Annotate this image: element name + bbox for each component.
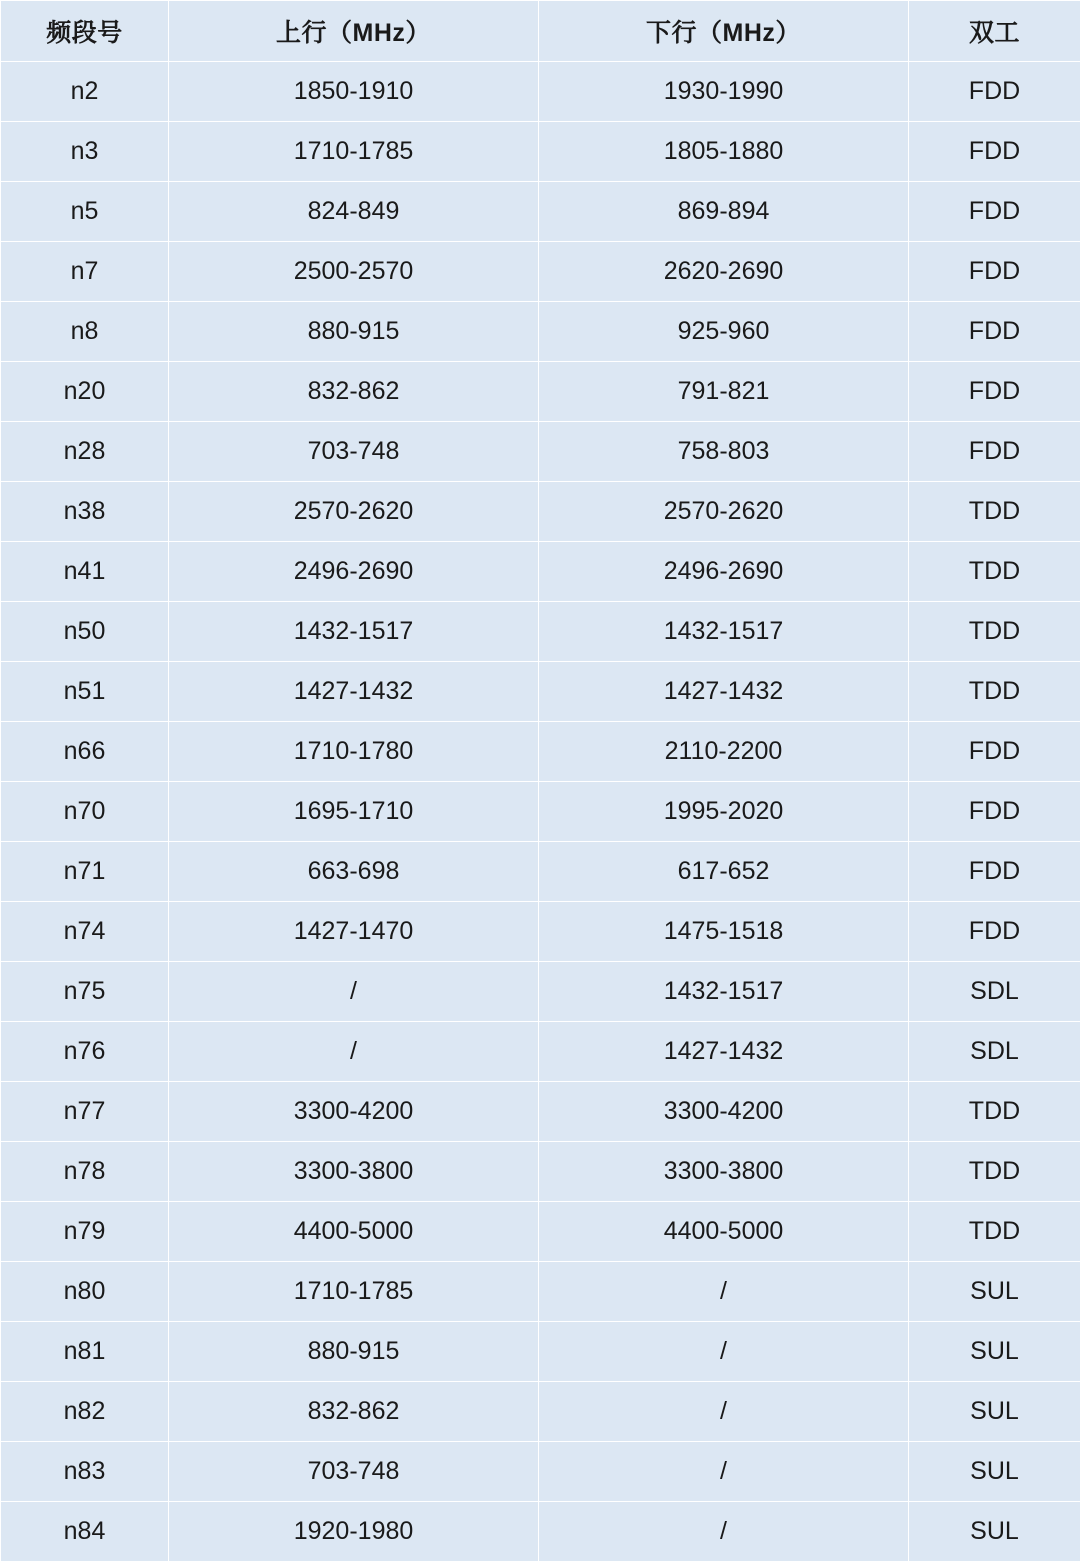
- duplex-cell: SDL: [909, 1022, 1080, 1082]
- duplex-cell: FDD: [909, 422, 1080, 482]
- uplink-cell: 2500-2570: [169, 242, 539, 302]
- table-row: [1, 1142, 1080, 1202]
- uplink-cell: 832-862: [169, 1382, 539, 1442]
- duplex-cell: SDL: [909, 962, 1080, 1022]
- duplex-cell: FDD: [909, 782, 1080, 842]
- downlink-cell: /: [539, 1502, 909, 1562]
- duplex-cell: TDD: [909, 1142, 1080, 1202]
- table-row: [1, 422, 1080, 482]
- band-cell: n74: [1, 902, 169, 962]
- band-cell: n77: [1, 1082, 169, 1142]
- duplex-cell: TDD: [909, 1082, 1080, 1142]
- downlink-cell: 2496-2690: [539, 542, 909, 602]
- downlink-cell: 925-960: [539, 302, 909, 362]
- downlink-cell: 1427-1432: [539, 662, 909, 722]
- band-cell: n20: [1, 362, 169, 422]
- table-row: [1, 962, 1080, 1022]
- uplink-cell: 1710-1780: [169, 722, 539, 782]
- band-cell: n41: [1, 542, 169, 602]
- duplex-cell: SUL: [909, 1502, 1080, 1562]
- duplex-cell: FDD: [909, 182, 1080, 242]
- downlink-cell: 3300-3800: [539, 1142, 909, 1202]
- table-body: [1, 62, 1080, 1562]
- downlink-cell: 1805-1880: [539, 122, 909, 182]
- band-cell: n38: [1, 482, 169, 542]
- downlink-cell: 791-821: [539, 362, 909, 422]
- downlink-cell: 1427-1432: [539, 1022, 909, 1082]
- uplink-cell: 1710-1785: [169, 1262, 539, 1322]
- table-row: [1, 362, 1080, 422]
- band-cell: n2: [1, 62, 169, 122]
- duplex-cell: SUL: [909, 1262, 1080, 1322]
- band-cell: n8: [1, 302, 169, 362]
- uplink-cell: 824-849: [169, 182, 539, 242]
- downlink-cell: 758-803: [539, 422, 909, 482]
- downlink-cell: 1432-1517: [539, 962, 909, 1022]
- band-cell: n70: [1, 782, 169, 842]
- duplex-cell: FDD: [909, 242, 1080, 302]
- downlink-cell: 2570-2620: [539, 482, 909, 542]
- uplink-cell: 4400-5000: [169, 1202, 539, 1262]
- uplink-cell: 880-915: [169, 1322, 539, 1382]
- table-row: [1, 122, 1080, 182]
- uplink-cell: 663-698: [169, 842, 539, 902]
- table-row: [1, 1262, 1080, 1322]
- uplink-cell: 1850-1910: [169, 62, 539, 122]
- table-row: [1, 842, 1080, 902]
- band-cell: n5: [1, 182, 169, 242]
- downlink-cell: 1995-2020: [539, 782, 909, 842]
- duplex-cell: FDD: [909, 842, 1080, 902]
- band-cell: n7: [1, 242, 169, 302]
- duplex-cell: SUL: [909, 1382, 1080, 1442]
- downlink-cell: 2620-2690: [539, 242, 909, 302]
- uplink-cell: 1427-1470: [169, 902, 539, 962]
- duplex-cell: FDD: [909, 62, 1080, 122]
- duplex-cell: FDD: [909, 122, 1080, 182]
- uplink-cell: 3300-4200: [169, 1082, 539, 1142]
- band-cell: n28: [1, 422, 169, 482]
- downlink-cell: 1432-1517: [539, 602, 909, 662]
- column-header-duplex: 双工: [909, 1, 1080, 62]
- uplink-cell: 3300-3800: [169, 1142, 539, 1202]
- uplink-cell: 2570-2620: [169, 482, 539, 542]
- uplink-cell: 1427-1432: [169, 662, 539, 722]
- table-row: [1, 242, 1080, 302]
- downlink-cell: 1930-1990: [539, 62, 909, 122]
- band-cell: n3: [1, 122, 169, 182]
- table-row: [1, 1022, 1080, 1082]
- uplink-cell: 1710-1785: [169, 122, 539, 182]
- band-cell: n76: [1, 1022, 169, 1082]
- column-header-band: 频段号: [1, 1, 169, 62]
- column-header-uplink: 上行（MHz）: [169, 1, 539, 62]
- table-row: [1, 602, 1080, 662]
- downlink-cell: /: [539, 1442, 909, 1502]
- band-cell: n78: [1, 1142, 169, 1202]
- uplink-cell: 2496-2690: [169, 542, 539, 602]
- band-cell: n71: [1, 842, 169, 902]
- downlink-cell: /: [539, 1382, 909, 1442]
- duplex-cell: FDD: [909, 722, 1080, 782]
- table-row: [1, 722, 1080, 782]
- table-row: [1, 482, 1080, 542]
- duplex-cell: TDD: [909, 482, 1080, 542]
- table-row: [1, 1202, 1080, 1262]
- band-cell: n79: [1, 1202, 169, 1262]
- uplink-cell: 1432-1517: [169, 602, 539, 662]
- uplink-cell: /: [169, 962, 539, 1022]
- duplex-cell: TDD: [909, 542, 1080, 602]
- duplex-cell: TDD: [909, 602, 1080, 662]
- downlink-cell: 2110-2200: [539, 722, 909, 782]
- duplex-cell: SUL: [909, 1322, 1080, 1382]
- table-row: [1, 1382, 1080, 1442]
- table-row: [1, 62, 1080, 122]
- downlink-cell: /: [539, 1262, 909, 1322]
- downlink-cell: 617-652: [539, 842, 909, 902]
- table-row: [1, 1322, 1080, 1382]
- duplex-cell: FDD: [909, 302, 1080, 362]
- duplex-cell: SUL: [909, 1442, 1080, 1502]
- table-header: [1, 1, 1080, 62]
- band-cell: n51: [1, 662, 169, 722]
- downlink-cell: 3300-4200: [539, 1082, 909, 1142]
- uplink-cell: 1695-1710: [169, 782, 539, 842]
- downlink-cell: /: [539, 1322, 909, 1382]
- table-row: [1, 302, 1080, 362]
- duplex-cell: FDD: [909, 902, 1080, 962]
- downlink-cell: 4400-5000: [539, 1202, 909, 1262]
- uplink-cell: 880-915: [169, 302, 539, 362]
- table-row: [1, 182, 1080, 242]
- table-row: [1, 1082, 1080, 1142]
- band-cell: n84: [1, 1502, 169, 1562]
- band-cell: n75: [1, 962, 169, 1022]
- band-cell: n81: [1, 1322, 169, 1382]
- uplink-cell: 1920-1980: [169, 1502, 539, 1562]
- table-row: [1, 782, 1080, 842]
- table-row: [1, 1502, 1080, 1562]
- band-cell: n80: [1, 1262, 169, 1322]
- column-header-downlink: 下行（MHz）: [539, 1, 909, 62]
- table-row: [1, 662, 1080, 722]
- table-row: [1, 542, 1080, 602]
- band-cell: n50: [1, 602, 169, 662]
- band-cell: n82: [1, 1382, 169, 1442]
- downlink-cell: 1475-1518: [539, 902, 909, 962]
- table-header-row: [1, 1, 1080, 62]
- band-cell: n83: [1, 1442, 169, 1502]
- table-row: [1, 1442, 1080, 1502]
- duplex-cell: TDD: [909, 662, 1080, 722]
- duplex-cell: TDD: [909, 1202, 1080, 1262]
- table-row: [1, 902, 1080, 962]
- uplink-cell: 703-748: [169, 422, 539, 482]
- band-cell: n66: [1, 722, 169, 782]
- downlink-cell: 869-894: [539, 182, 909, 242]
- uplink-cell: 832-862: [169, 362, 539, 422]
- uplink-cell: 703-748: [169, 1442, 539, 1502]
- duplex-cell: FDD: [909, 362, 1080, 422]
- uplink-cell: /: [169, 1022, 539, 1082]
